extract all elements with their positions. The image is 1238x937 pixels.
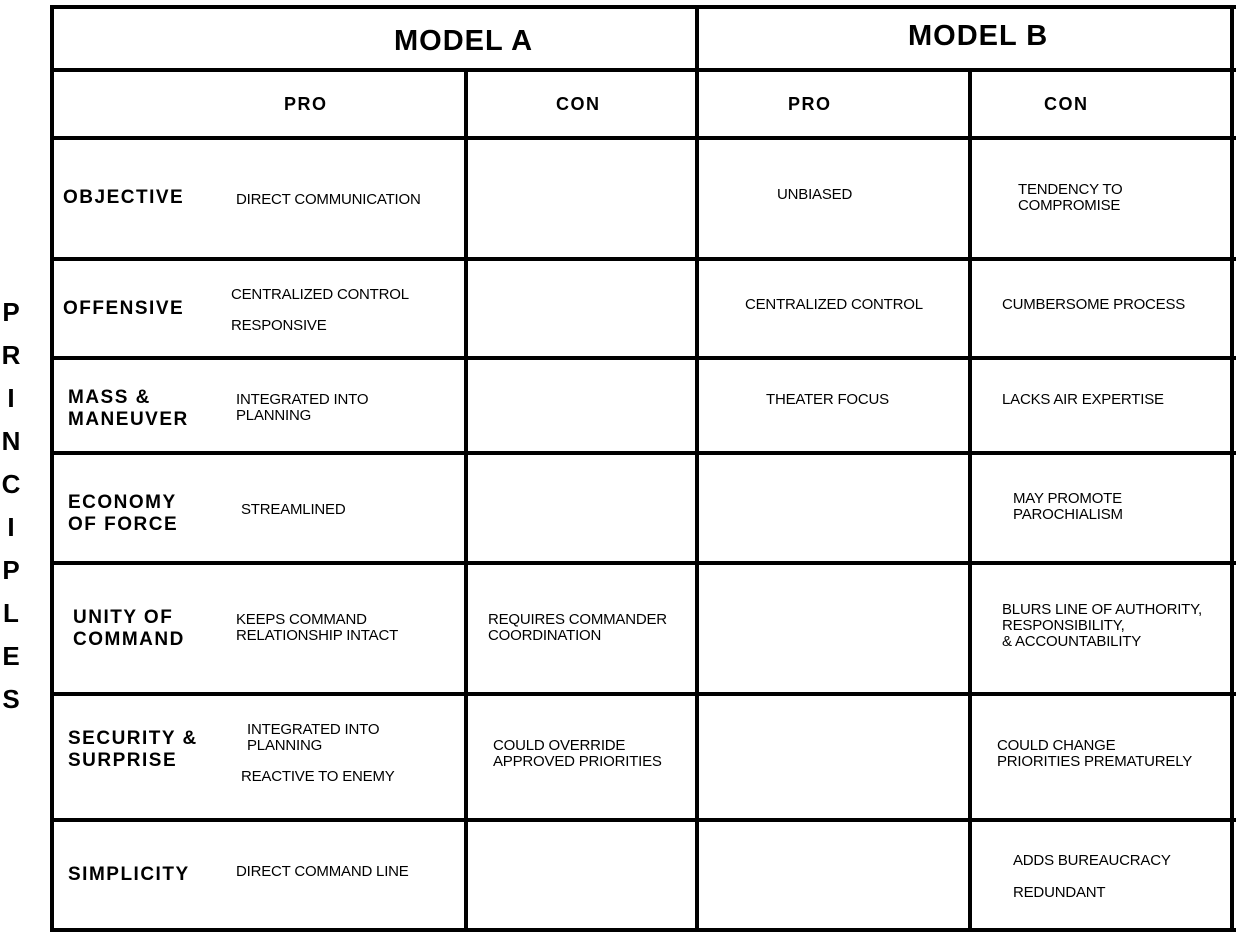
model-divider [695, 5, 699, 932]
model-a-pro-entry: DIRECT COMMUNICATION [236, 191, 421, 208]
model-b-pro-entry: THEATER FOCUS [766, 391, 889, 408]
model-a-pro-entry: INTEGRATED INTO PLANNING [236, 391, 369, 424]
table-rule [50, 136, 1236, 140]
model-a-pro-entry: RESPONSIVE [231, 317, 327, 334]
model-b-con-header: CON [1044, 94, 1089, 114]
model-a-pro-entry: KEEPS COMMAND RELATIONSHIP INTACT [236, 611, 399, 644]
model-a-title: MODEL A [394, 25, 534, 57]
model-b-con-entry: REDUNDANT [1013, 884, 1106, 901]
table-border-left [50, 5, 54, 932]
model-b-con-entry: TENDENCY TO COMPROMISE [1018, 181, 1123, 214]
row-label-unity-of-command: UNITY OF COMMAND [73, 607, 185, 650]
principles-side-label [0, 294, 22, 724]
model-a-pro-entry: STREAMLINED [241, 501, 346, 518]
table-rule-vertical [464, 68, 468, 932]
model-a-pro-entry: INTEGRATED INTO PLANNING [247, 721, 380, 754]
side-letter: P [2, 555, 20, 585]
table-rule [50, 561, 1236, 565]
row-label-objective: OBJECTIVE [63, 187, 185, 208]
model-b-con-entry: CUMBERSOME PROCESS [1002, 296, 1186, 313]
table-border-right [1230, 5, 1234, 932]
side-letter: R [1, 340, 21, 370]
row-label-mass-maneuver: MASS & MANEUVER [68, 387, 189, 430]
table-rule [50, 692, 1236, 696]
row-label-economy-of-force: ECONOMY OF FORCE [68, 492, 179, 535]
model-a-pro-entry: REACTIVE TO ENEMY [241, 768, 395, 785]
model-b-pro-entry: CENTRALIZED CONTROL [745, 296, 923, 313]
side-letter: N [1, 426, 21, 456]
table-rule [50, 451, 1236, 455]
table-rule [50, 356, 1236, 360]
model-b-con-entry: ADDS BUREAUCRACY [1013, 852, 1171, 869]
model-b-con-entry: BLURS LINE OF AUTHORITY, RESPONSIBILITY, & ACCOUNTABILITY [1002, 601, 1202, 650]
table-rule [50, 68, 1236, 72]
model-a-con-entry: REQUIRES COMMANDER COORDINATION [488, 611, 667, 644]
model-a-pro-entry: CENTRALIZED CONTROL [231, 286, 409, 303]
row-label-simplicity: SIMPLICITY [68, 864, 190, 885]
model-a-con-header: CON [556, 94, 601, 114]
table-border-top [50, 5, 1236, 9]
row-label-security-surprise: SECURITY & SURPRISE [68, 728, 198, 771]
model-b-con-entry: MAY PROMOTE PAROCHIALISM [1013, 490, 1123, 523]
table-rule-vertical [968, 68, 972, 932]
model-b-title: MODEL B [908, 20, 1049, 52]
side-letter: P [2, 297, 20, 327]
side-letter: E [2, 641, 20, 671]
model-a-pro-header: PRO [284, 94, 328, 114]
row-label-offensive: OFFENSIVE [63, 298, 185, 319]
side-letter: I [7, 512, 15, 542]
table-rule [50, 257, 1236, 261]
side-letter: I [7, 383, 15, 413]
side-letter: S [2, 684, 20, 714]
model-b-con-entry: COULD CHANGE PRIORITIES PREMATURELY [997, 737, 1193, 770]
model-b-con-entry: LACKS AIR EXPERTISE [1002, 391, 1164, 408]
table-border-bottom [50, 928, 1236, 932]
model-a-con-entry: COULD OVERRIDE APPROVED PRIORITIES [493, 737, 662, 770]
table-rule [50, 818, 1236, 822]
side-letter: L [3, 598, 19, 628]
model-b-pro-header: PRO [788, 94, 832, 114]
model-b-pro-entry: UNBIASED [777, 186, 853, 203]
side-letter: C [1, 469, 21, 499]
model-a-pro-entry: DIRECT COMMAND LINE [236, 863, 409, 880]
